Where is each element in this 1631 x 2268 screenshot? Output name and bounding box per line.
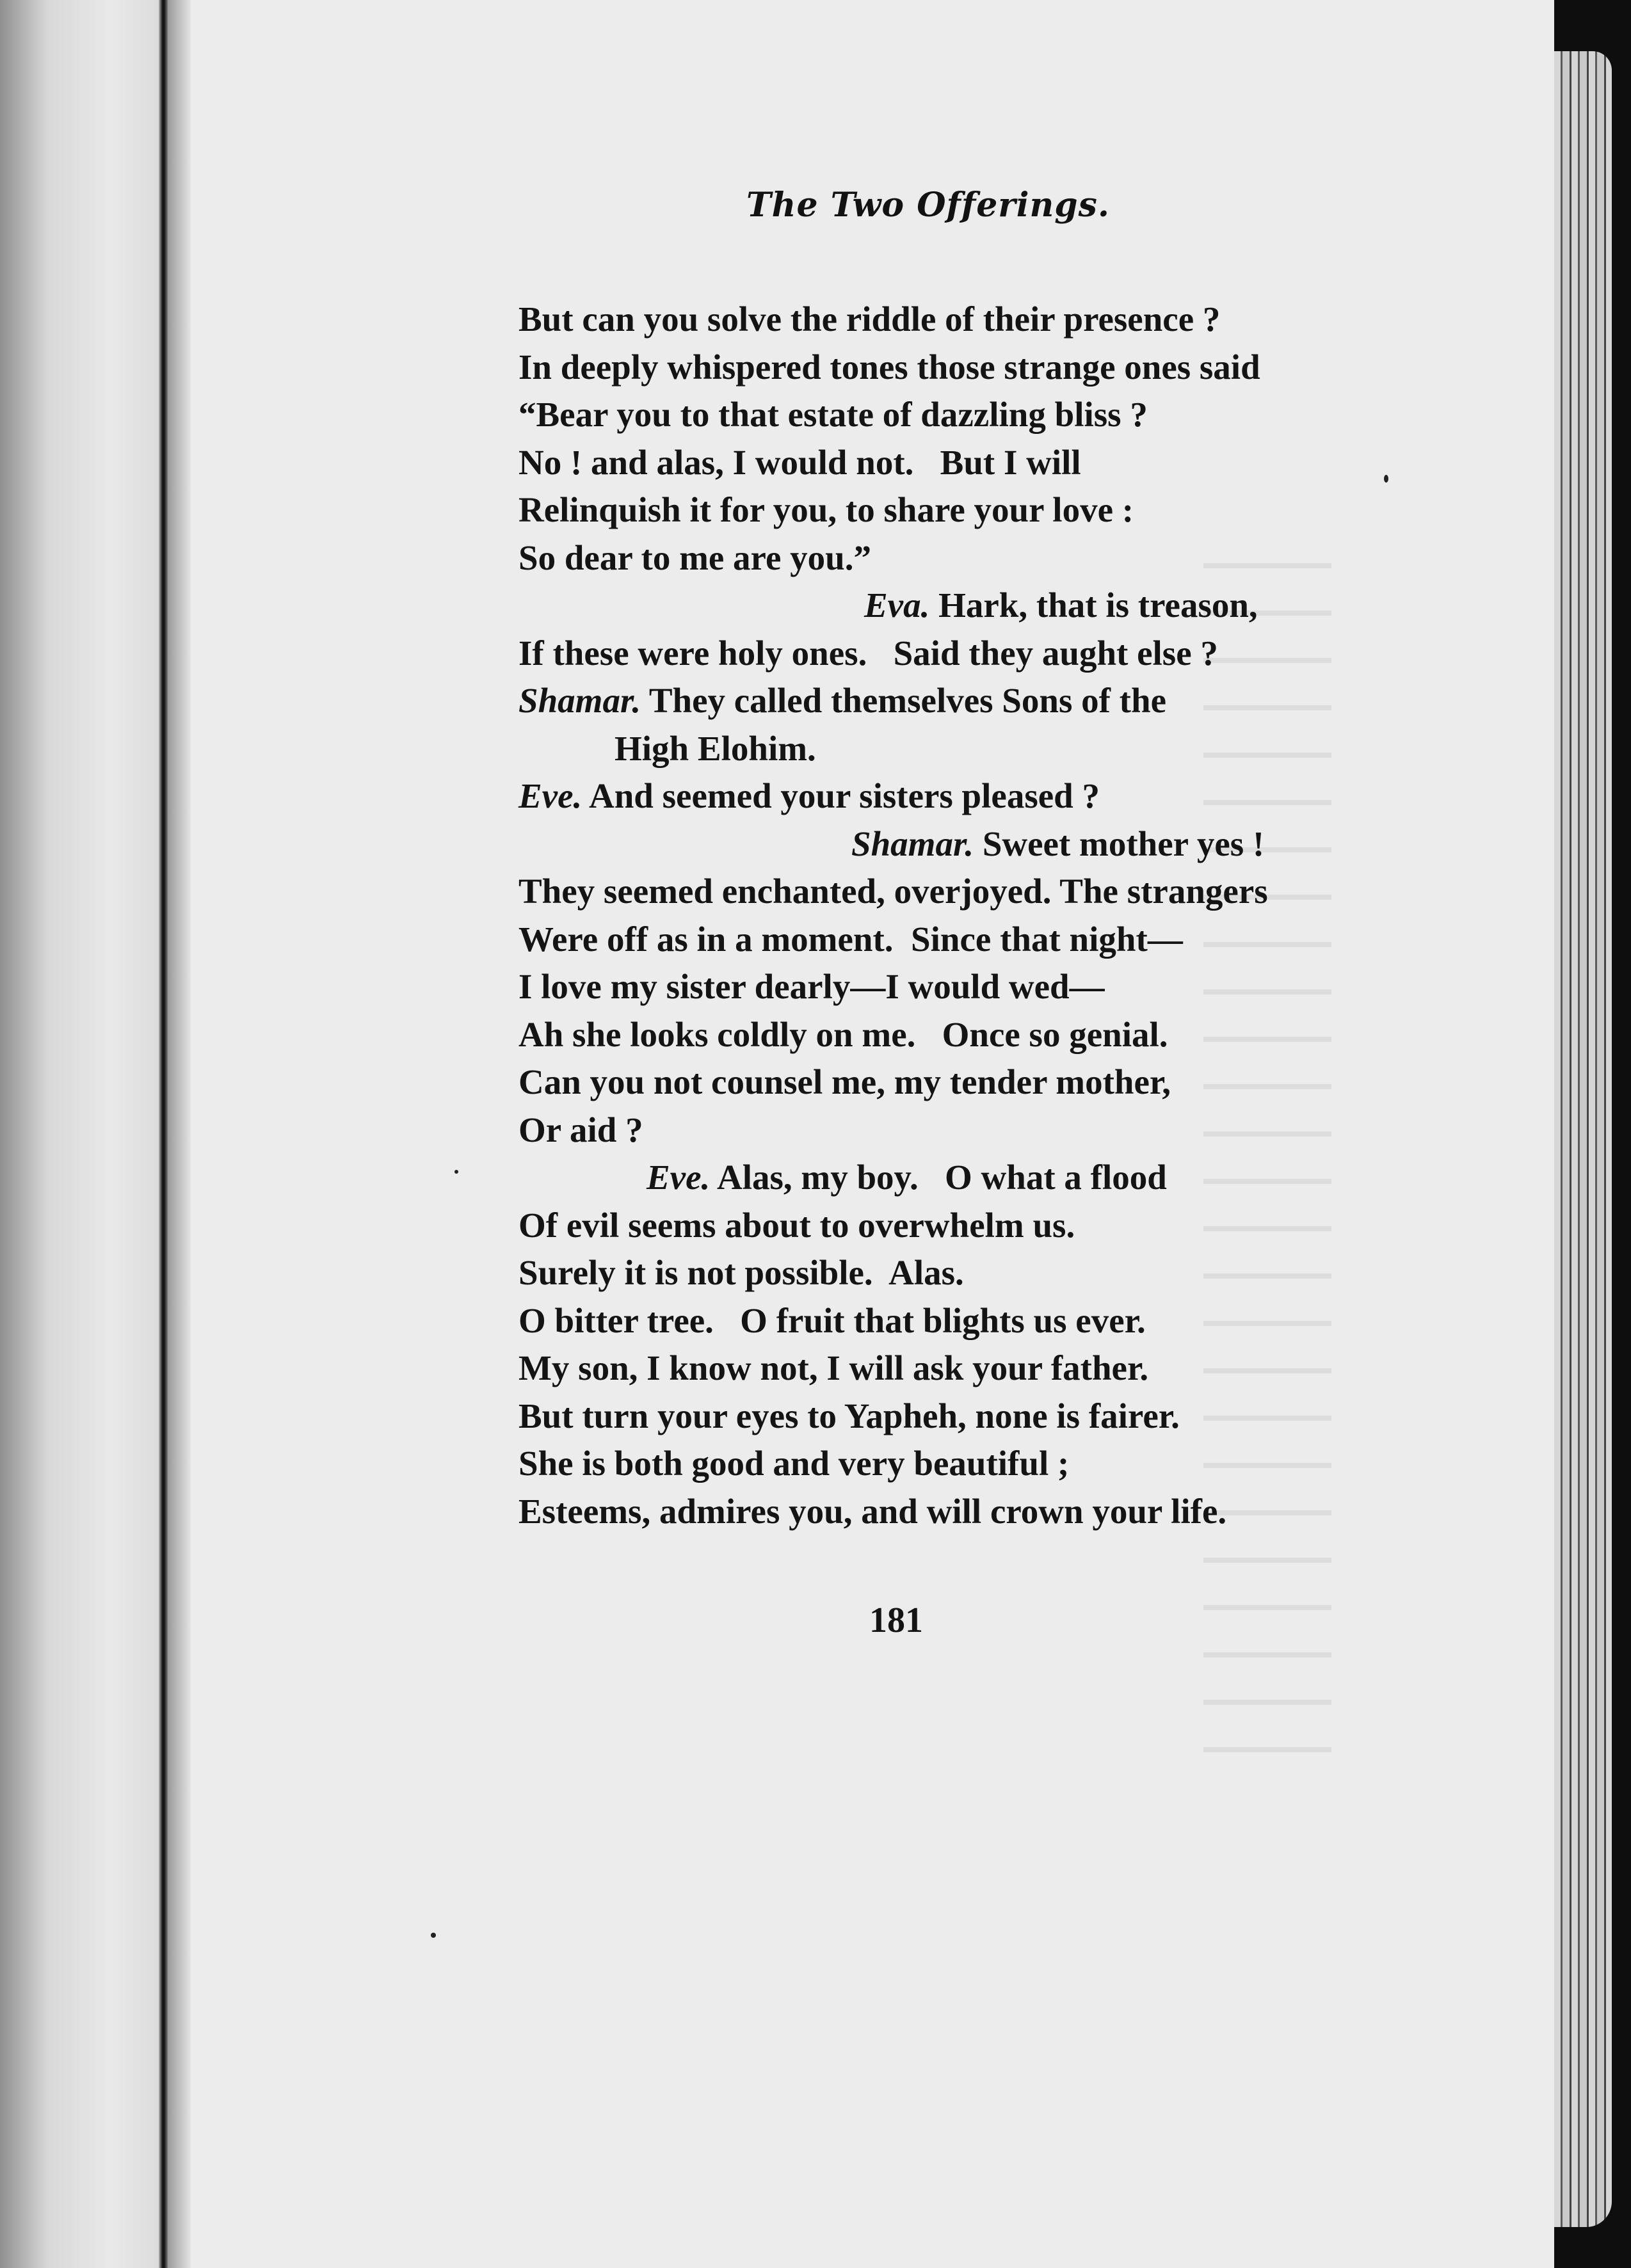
- line-text: They seemed enchanted, overjoyed. The strangers: [518, 872, 1268, 911]
- line-text: Surely it is not possible. Alas.: [518, 1253, 964, 1292]
- verse-line: [518, 1154, 1370, 1202]
- line-text: In deeply whispered tones those strange ones said: [518, 347, 1260, 387]
- line-text: Esteems, admires you, and will crown your life.: [518, 1491, 1227, 1531]
- line-text: Were off as in a moment. Since that night—: [518, 919, 1183, 959]
- line-text: She is both good and very beautiful ;: [518, 1444, 1070, 1483]
- verse-line: [518, 1058, 1370, 1106]
- speaker-name: Eve.: [647, 1158, 711, 1197]
- line-text: Or aid ?: [518, 1110, 643, 1149]
- ink-speck: [1384, 475, 1388, 483]
- ink-speck: [454, 1170, 458, 1174]
- speaker-name: Eva.: [864, 586, 930, 625]
- verse-line: [518, 820, 1370, 868]
- verse-line: [518, 868, 1370, 916]
- speaker-name: Shamar.: [518, 681, 641, 720]
- line-text: High Elohim.: [615, 728, 816, 768]
- line-text: But turn your eyes to Yapheh, none is fairer.: [518, 1396, 1180, 1435]
- running-head: The Two Offerings.: [746, 186, 1111, 225]
- verse-line: [518, 1440, 1370, 1488]
- verse-line: [518, 534, 1370, 582]
- verse-line: [518, 1106, 1370, 1154]
- page-number: 181: [869, 1601, 923, 1640]
- line-text: Can you not counsel me, my tender mother,: [518, 1062, 1171, 1101]
- verse-line: [518, 963, 1370, 1011]
- verse-line: [518, 344, 1370, 392]
- verse-line: [518, 1249, 1370, 1297]
- line-text: They called themselves Sons of the: [641, 681, 1166, 720]
- line-text: Hark, that is treason,: [929, 586, 1258, 625]
- book-gutter: [159, 0, 168, 2268]
- line-text: My son, I know not, I will ask your father.: [518, 1348, 1149, 1387]
- verse-line: [518, 439, 1370, 487]
- verse-text: [518, 296, 1370, 1535]
- line-text: I love my sister dearly—I would wed—: [518, 967, 1105, 1006]
- line-text: Ah she looks coldly on me. Once so genial.: [518, 1014, 1168, 1054]
- line-text: But can you solve the riddle of their presence ?: [518, 299, 1221, 339]
- verse-line: [518, 725, 1370, 773]
- line-text: And seemed your sisters pleased ?: [582, 776, 1100, 815]
- verse-line: [518, 1297, 1370, 1345]
- verse-line: [518, 1345, 1370, 1393]
- speaker-name: Eve.: [518, 776, 582, 815]
- line-text: So dear to me are you.”: [518, 538, 871, 577]
- verse-line: [518, 391, 1370, 439]
- speaker-name: Shamar.: [851, 824, 974, 863]
- ink-speck: [431, 1933, 436, 1938]
- line-text: Relinquish it for you, to share your love :: [518, 490, 1134, 529]
- line-text: “Bear you to that estate of dazzling bliss ?: [518, 395, 1148, 434]
- gutter-shadow: [168, 0, 191, 2268]
- verse-line: [518, 677, 1370, 725]
- verse-line: [518, 916, 1370, 964]
- verse-line: [518, 1488, 1370, 1536]
- line-text: If these were holy ones. Said they aught else ?: [518, 633, 1218, 673]
- line-text: O bitter tree. O fruit that blights us ever.: [518, 1300, 1146, 1340]
- verse-line: [518, 486, 1370, 534]
- line-text: No ! and alas, I would not. But I will: [518, 442, 1081, 482]
- verse-line: [518, 582, 1370, 630]
- verse-line: [518, 772, 1370, 820]
- verse-line: [518, 296, 1370, 344]
- line-text: Sweet mother yes !: [974, 824, 1265, 863]
- verse-line: [518, 1393, 1370, 1441]
- verse-line: [518, 630, 1370, 678]
- line-text: Alas, my boy. O what a flood: [710, 1158, 1167, 1197]
- verse-line: [518, 1011, 1370, 1059]
- page-edges: [1554, 51, 1612, 2227]
- line-text: Of evil seems about to overwhelm us.: [518, 1205, 1075, 1245]
- left-facing-page: [0, 0, 159, 2268]
- verse-line: [518, 1202, 1370, 1250]
